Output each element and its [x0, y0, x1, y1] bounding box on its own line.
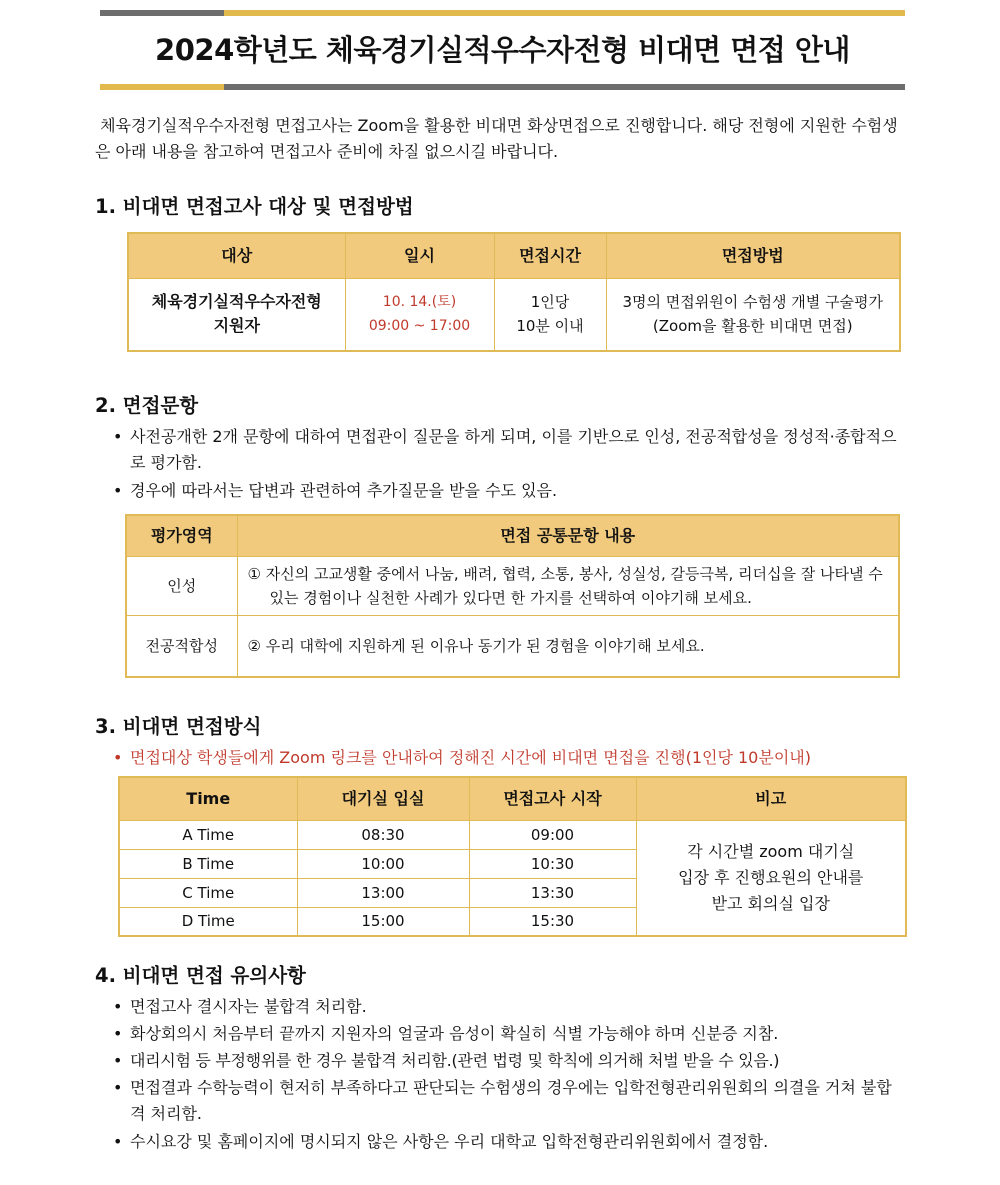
header-start: 면접고사 시작	[469, 777, 636, 820]
section3-heading: 3. 비대면 면접방식	[95, 715, 262, 738]
section4-heading: 4. 비대면 면접 유의사항	[95, 964, 306, 987]
cell-duration: 1인당 10분 이내	[494, 278, 606, 351]
header-time: Time	[119, 777, 297, 820]
cell-time: D Time	[119, 907, 297, 936]
cell-time: B Time	[119, 849, 297, 878]
list-item: • 대리시험 등 부정행위를 한 경우 불합격 처리함.(관련 법령 및 학칙에 의거해 처벌 받을 수 있음.)	[113, 1051, 780, 1070]
cell-content: ② 우리 대학에 지원하게 된 이유나 동기가 된 경험을 이야기해 보세요.	[237, 615, 899, 677]
cell-start: 15:30	[469, 907, 636, 936]
top-divider	[100, 10, 905, 16]
cell-start: 09:00	[469, 820, 636, 849]
cell-enter: 10:00	[297, 849, 469, 878]
list-item: • 면접대상 학생들에게 Zoom 링크를 안내하여 정해진 시간에 비대면 면접을 진행(1인당 10분이내)	[113, 748, 811, 767]
cell-area: 전공적합성	[126, 615, 237, 677]
cell-enter: 13:00	[297, 878, 469, 907]
list-item: • 경우에 따라서는 답변과 관련하여 추가질문을 받을 수도 있음.	[113, 481, 558, 500]
cell-content: ① 자신의 고교생활 중에서 나눔, 배려, 협력, 소통, 봉사, 성실성, 갈등극복, 리더십을 잘 나타낼 수 있는 경험이나 실천한 사례가 있다면 한 가지를 선택하여 이야기해 보세요.	[237, 556, 899, 615]
cell-time: A Time	[119, 820, 297, 849]
list-item: • 면접결과 수학능력이 현저히 부족하다고 판단되는 수험생의 경우에는 입학전형관리위원회의 의결을 거쳐 불합격 처리함.	[113, 1078, 892, 1123]
header-duration: 면접시간	[494, 233, 606, 278]
header-method: 면접방법	[606, 233, 900, 278]
interview-target-table	[127, 232, 901, 352]
cell-time: C Time	[119, 878, 297, 907]
cell-area: 인성	[126, 556, 237, 615]
header-target: 대상	[128, 233, 345, 278]
interview-schedule-table	[118, 776, 907, 937]
table-row	[126, 556, 899, 615]
cell-note: 각 시간별 zoom 대기실 입장 후 진행요원의 안내를 받고 회의실 입장	[636, 820, 906, 936]
list-item: • 수시요강 및 홈페이지에 명시되지 않은 사항은 우리 대학교 입학전형관리위원회에서 결정함.	[113, 1132, 769, 1151]
title-underline	[100, 84, 905, 90]
common-questions-table	[125, 514, 900, 678]
cell-datetime: 10. 14.(토) 09:00 ~ 17:00	[345, 278, 494, 351]
header-datetime: 일시	[345, 233, 494, 278]
table-row	[126, 615, 899, 677]
section2-heading: 2. 면접문항	[95, 394, 199, 417]
cell-target: 체육경기실적우수자전형 지원자	[128, 278, 345, 351]
cell-enter: 15:00	[297, 907, 469, 936]
header-area: 평가영역	[126, 515, 237, 556]
cell-start: 13:30	[469, 878, 636, 907]
cell-enter: 08:30	[297, 820, 469, 849]
page-title: 2024학년도 체육경기실적우수자전형 비대면 면접 안내	[155, 33, 850, 67]
header-content: 면접 공통문항 내용	[237, 515, 899, 556]
list-item: • 화상회의시 처음부터 끝까지 지원자의 얼굴과 음성이 확실히 식별 가능해야 하며 신분증 지참.	[113, 1024, 779, 1043]
table-row	[119, 820, 906, 849]
cell-method: 3명의 면접위원이 수험생 개별 구술평가 (Zoom을 활용한 비대면 면접)	[606, 278, 900, 351]
list-item: • 사전공개한 2개 문항에 대하여 면접관이 질문을 하게 되며, 이를 기반으로 인성, 전공적합성을 정성적·종합적으로 평가함.	[113, 427, 897, 472]
header-enter: 대기실 입실	[297, 777, 469, 820]
cell-start: 10:30	[469, 849, 636, 878]
header-note: 비고	[636, 777, 906, 820]
list-item: • 면접고사 결시자는 불합격 처리함.	[113, 997, 367, 1016]
intro-paragraph: 체육경기실적우수자전형 면접고사는 Zoom을 활용한 비대면 화상면접으로 진행합니다. 해당 전형에 지원한 수험생은 아래 내용을 참고하여 면접고사 준비에 차질 없으시길 바랍니다.	[95, 116, 898, 161]
section1-heading: 1. 비대면 면접고사 대상 및 면접방법	[95, 195, 414, 218]
